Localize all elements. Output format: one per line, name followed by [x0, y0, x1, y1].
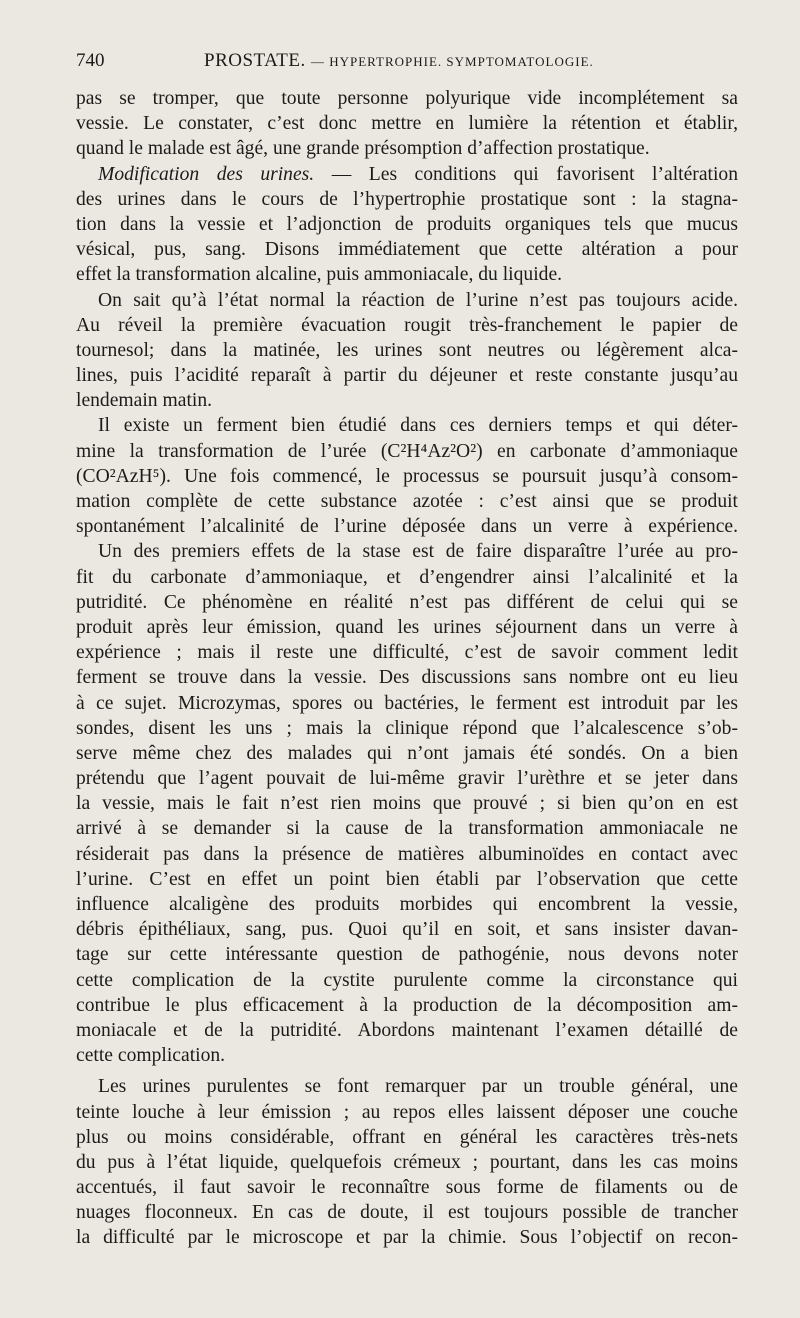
text-line: On sait qu’à l’état normal la réaction de l’urine n’est pas toujours acide. [98, 289, 738, 311]
running-title [204, 50, 594, 72]
text-line: produit après leur émission, quand les urines séjournent dans un verre à [76, 616, 738, 638]
text-line: lines, puis l’acidité reparaît à partir du déjeuner et reste constante jusqu’au [76, 365, 738, 387]
text-line: des urines dans le cours de l’hypertrophie prostatique sont : la stagna- [76, 188, 738, 210]
text-line: plus ou moins considérable, offrant en général les caractères très-nets [76, 1126, 738, 1148]
text-line: la vessie, mais le fait n’est rien moins que prouvé ; si bien qu’on en est [76, 793, 738, 815]
text-line: vessie. Le constater, c’est donc mettre en lumière la rétention et établir, [76, 113, 738, 135]
section-heading-line [76, 162, 738, 187]
page-number: 740 [76, 50, 105, 71]
text-line: arrivé à se demander si la cause de la transformation ammoniacale ne [76, 818, 738, 840]
text-line: tion dans la vessie et l’adjonction de produits organiques tels que mucus [76, 213, 738, 235]
text-line: ferment se trouve dans la vessie. Des discussions sans nombre ont eu lieu [76, 667, 738, 689]
text-line: prétendu que l’agent pouvait de lui-même gravir l’urèthre et se jeter dans [76, 768, 738, 790]
text-line: effet la transformation alcaline, puis ammoniacale, du liquide. [76, 264, 563, 286]
text-line: (CO²AzH⁵). Une fois commencé, le processus se poursuit jusqu’à consom- [76, 465, 738, 487]
running-title-main: PROSTATE. [204, 50, 306, 71]
body-text [76, 86, 738, 1251]
text-line: putridité. Ce phénomène en réalité n’est pas différent de celui qui se [76, 591, 738, 613]
text-line: quand le malade est âgé, une grande présomption d’affection prostatique. [76, 138, 650, 160]
text-line: Il existe un ferment bien étudié dans ces derniers temps et qui déter- [98, 415, 738, 437]
text-line: teinte louche à leur émission ; au repos elles laissent déposer une couche [76, 1101, 738, 1123]
text-line: tournesol; dans la matinée, les urines sont neutres ou légèrement alca- [76, 339, 738, 361]
text-line: Les urines purulentes se font remarquer par un trouble général, une [98, 1076, 738, 1098]
text-line: contribue le plus efficacement à la production de la décomposition am- [76, 994, 738, 1016]
text-line: influence alcaligène des produits morbides qui encombrent la vessie, [76, 894, 738, 915]
text-line: fit du carbonate d’ammoniaque, et d’engendrer ainsi l’alcalinité et la [76, 566, 738, 588]
text-line: serve même chez des malades qui n’ont jamais été sondés. On a bien [76, 742, 738, 764]
text-line: pas se tromper, que toute personne polyurique vide incomplétement sa [76, 88, 738, 109]
text-line: tage sur cette intéressante question de pathogénie, nous devons noter [76, 944, 738, 966]
text-line: cette complication. [76, 1045, 226, 1067]
text-line: Au réveil la première évacuation rougit très-franchement le papier de [76, 314, 738, 336]
text-line: Un des premiers effets de la stase est de faire disparaître l’urée au pro- [98, 541, 738, 563]
text-line: lendemain matin. [76, 390, 213, 412]
text-line: expérience ; mais il reste une difficulté, c’est de savoir comment ledit [76, 642, 738, 664]
section-heading: Modification des urines. — Les conditions qui favorisent l’altération [98, 163, 738, 185]
text-line: mation complète de cette substance azotée : c’est ainsi que se produit [76, 491, 738, 512]
text-line: nuages floconneux. En cas de doute, il est toujours possible de trancher [76, 1202, 738, 1224]
text-line: la difficulté par le microscope et par la chimie. Sous l’objectif on recon- [76, 1227, 738, 1249]
running-title-sub: — HYPERTROPHIE. SYMPTOMATOLOGIE. [310, 54, 594, 69]
text-line: débris épithéliaux, sang, pus. Quoi qu’il en soit, et sans insister davan- [76, 919, 738, 941]
text-line: du pus à l’état liquide, quelquefois crémeux ; pourtant, dans les cas moins [76, 1151, 738, 1173]
text-line: résiderait pas dans la présence de matières albuminoïdes en contact avec [76, 843, 738, 865]
text-line: l’urine. C’est en effet un point bien établi par l’observation que cette [76, 868, 738, 890]
text-line: à ce sujet. Microzymas, spores ou bactéries, le ferment est introduit par les [76, 692, 738, 714]
running-header [76, 50, 736, 80]
text-line: vésical, pus, sang. Disons immédiatement que cette altération a pour [76, 239, 738, 261]
text-line: cette complication de la cystite purulente comme la circonstance qui [76, 969, 738, 991]
text-line: sondes, disent les uns ; mais la clinique répond que l’alcalescence s’ob- [76, 717, 738, 739]
text-line: moniacale et de la putridité. Abordons maintenant l’examen détaillé de [76, 1019, 738, 1041]
text-line: accentués, il faut savoir le reconnaître sous forme de filaments ou de [76, 1177, 738, 1199]
text-line: mine la transformation de l’urée (C²H⁴Az²O²) en carbonate d’ammoniaque [76, 440, 738, 462]
text-line: spontanément l’alcalinité de l’urine déposée dans un verre à expérience. [76, 516, 738, 538]
